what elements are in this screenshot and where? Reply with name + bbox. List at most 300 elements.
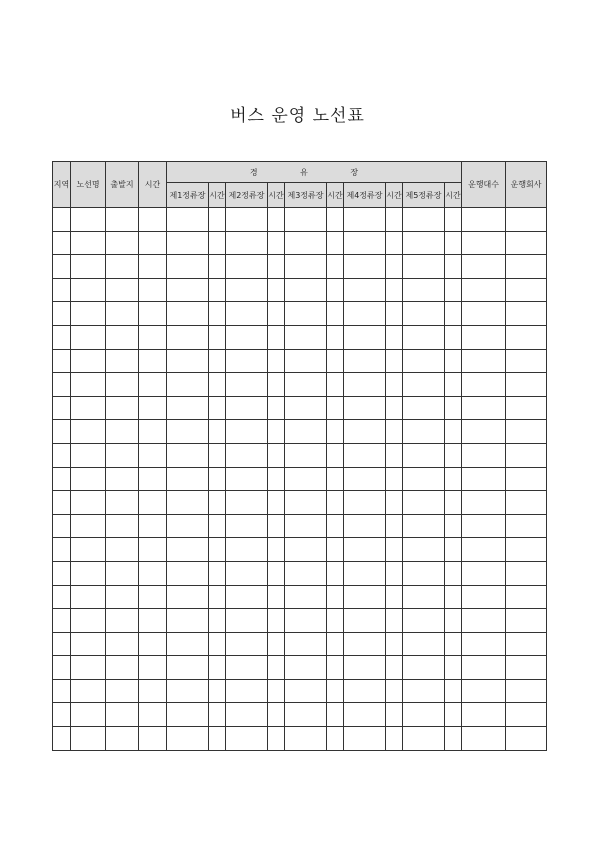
table-cell[interactable] [285, 373, 327, 397]
table-cell[interactable] [344, 278, 386, 302]
table-cell[interactable] [462, 231, 506, 255]
table-cell[interactable] [139, 396, 167, 420]
table-cell[interactable] [268, 208, 285, 232]
table-cell[interactable] [139, 632, 167, 656]
table-cell[interactable] [386, 467, 403, 491]
table-cell[interactable] [268, 538, 285, 562]
table-cell[interactable] [167, 255, 209, 279]
table-cell[interactable] [344, 443, 386, 467]
table-cell[interactable] [327, 585, 344, 609]
table-cell[interactable] [139, 609, 167, 633]
table-cell[interactable] [445, 679, 462, 703]
table-cell[interactable] [403, 302, 445, 326]
table-cell[interactable] [53, 396, 71, 420]
table-cell[interactable] [139, 514, 167, 538]
table-cell[interactable] [285, 443, 327, 467]
table-cell[interactable] [327, 420, 344, 444]
table-cell[interactable] [344, 538, 386, 562]
table-cell[interactable] [327, 255, 344, 279]
table-cell[interactable] [106, 467, 139, 491]
table-cell[interactable] [226, 467, 268, 491]
table-cell[interactable] [462, 632, 506, 656]
table-cell[interactable] [403, 325, 445, 349]
table-cell[interactable] [445, 373, 462, 397]
table-cell[interactable] [344, 231, 386, 255]
table-cell[interactable] [386, 561, 403, 585]
table-cell[interactable] [226, 561, 268, 585]
table-cell[interactable] [53, 514, 71, 538]
table-cell[interactable] [285, 585, 327, 609]
table-cell[interactable] [403, 727, 445, 751]
table-cell[interactable] [139, 727, 167, 751]
table-cell[interactable] [327, 656, 344, 680]
table-cell[interactable] [506, 679, 547, 703]
table-cell[interactable] [226, 703, 268, 727]
table-cell[interactable] [268, 679, 285, 703]
table-cell[interactable] [167, 278, 209, 302]
table-cell[interactable] [268, 396, 285, 420]
table-cell[interactable] [268, 443, 285, 467]
table-cell[interactable] [226, 585, 268, 609]
table-cell[interactable] [327, 325, 344, 349]
table-cell[interactable] [167, 703, 209, 727]
table-cell[interactable] [268, 585, 285, 609]
table-cell[interactable] [167, 420, 209, 444]
table-cell[interactable] [386, 208, 403, 232]
table-cell[interactable] [386, 703, 403, 727]
table-cell[interactable] [139, 373, 167, 397]
table-cell[interactable] [106, 656, 139, 680]
table-cell[interactable] [106, 325, 139, 349]
table-cell[interactable] [403, 278, 445, 302]
table-cell[interactable] [327, 467, 344, 491]
table-cell[interactable] [53, 679, 71, 703]
table-cell[interactable] [403, 373, 445, 397]
table-cell[interactable] [167, 727, 209, 751]
table-cell[interactable] [53, 302, 71, 326]
table-cell[interactable] [403, 443, 445, 467]
table-cell[interactable] [445, 656, 462, 680]
table-cell[interactable] [344, 585, 386, 609]
table-cell[interactable] [209, 727, 226, 751]
table-cell[interactable] [285, 491, 327, 515]
table-cell[interactable] [167, 632, 209, 656]
table-cell[interactable] [445, 727, 462, 751]
table-cell[interactable] [268, 609, 285, 633]
table-cell[interactable] [327, 443, 344, 467]
table-cell[interactable] [462, 679, 506, 703]
table-cell[interactable] [226, 656, 268, 680]
table-cell[interactable] [268, 278, 285, 302]
table-cell[interactable] [209, 632, 226, 656]
table-cell[interactable] [445, 420, 462, 444]
table-cell[interactable] [106, 491, 139, 515]
table-cell[interactable] [445, 208, 462, 232]
table-cell[interactable] [285, 420, 327, 444]
table-cell[interactable] [139, 325, 167, 349]
table-cell[interactable] [268, 727, 285, 751]
table-cell[interactable] [53, 208, 71, 232]
table-cell[interactable] [403, 255, 445, 279]
table-cell[interactable] [226, 302, 268, 326]
table-cell[interactable] [327, 727, 344, 751]
table-cell[interactable] [71, 538, 106, 562]
table-cell[interactable] [285, 467, 327, 491]
table-cell[interactable] [285, 278, 327, 302]
table-cell[interactable] [386, 538, 403, 562]
table-cell[interactable] [268, 420, 285, 444]
table-cell[interactable] [209, 561, 226, 585]
table-cell[interactable] [209, 231, 226, 255]
table-cell[interactable] [506, 656, 547, 680]
table-cell[interactable] [139, 656, 167, 680]
table-cell[interactable] [506, 278, 547, 302]
table-cell[interactable] [403, 679, 445, 703]
table-cell[interactable] [209, 255, 226, 279]
table-cell[interactable] [167, 349, 209, 373]
table-cell[interactable] [71, 491, 106, 515]
table-cell[interactable] [386, 609, 403, 633]
table-cell[interactable] [106, 302, 139, 326]
table-cell[interactable] [327, 396, 344, 420]
table-cell[interactable] [209, 420, 226, 444]
table-cell[interactable] [71, 632, 106, 656]
table-cell[interactable] [53, 656, 71, 680]
table-cell[interactable] [285, 727, 327, 751]
table-cell[interactable] [226, 373, 268, 397]
table-cell[interactable] [226, 514, 268, 538]
table-cell[interactable] [167, 679, 209, 703]
table-cell[interactable] [403, 561, 445, 585]
table-cell[interactable] [386, 585, 403, 609]
table-cell[interactable] [106, 585, 139, 609]
table-cell[interactable] [403, 703, 445, 727]
table-cell[interactable] [445, 514, 462, 538]
table-cell[interactable] [167, 302, 209, 326]
table-cell[interactable] [226, 231, 268, 255]
table-cell[interactable] [445, 585, 462, 609]
table-cell[interactable] [226, 396, 268, 420]
table-cell[interactable] [106, 609, 139, 633]
table-cell[interactable] [167, 325, 209, 349]
table-cell[interactable] [139, 703, 167, 727]
table-cell[interactable] [71, 467, 106, 491]
table-cell[interactable] [209, 302, 226, 326]
table-cell[interactable] [386, 443, 403, 467]
table-cell[interactable] [209, 467, 226, 491]
table-cell[interactable] [106, 514, 139, 538]
table-cell[interactable] [506, 514, 547, 538]
table-cell[interactable] [268, 302, 285, 326]
table-cell[interactable] [71, 679, 106, 703]
table-cell[interactable] [167, 231, 209, 255]
table-cell[interactable] [462, 302, 506, 326]
table-cell[interactable] [209, 656, 226, 680]
table-cell[interactable] [71, 208, 106, 232]
table-cell[interactable] [53, 255, 71, 279]
table-cell[interactable] [403, 349, 445, 373]
table-cell[interactable] [403, 491, 445, 515]
table-cell[interactable] [506, 703, 547, 727]
table-cell[interactable] [403, 208, 445, 232]
table-cell[interactable] [139, 420, 167, 444]
table-cell[interactable] [327, 491, 344, 515]
table-cell[interactable] [344, 491, 386, 515]
table-cell[interactable] [53, 420, 71, 444]
table-cell[interactable] [285, 255, 327, 279]
table-cell[interactable] [106, 703, 139, 727]
table-cell[interactable] [445, 561, 462, 585]
table-cell[interactable] [403, 585, 445, 609]
table-cell[interactable] [386, 373, 403, 397]
table-cell[interactable] [167, 561, 209, 585]
table-cell[interactable] [506, 325, 547, 349]
table-cell[interactable] [209, 609, 226, 633]
table-cell[interactable] [268, 467, 285, 491]
table-cell[interactable] [226, 609, 268, 633]
table-cell[interactable] [285, 609, 327, 633]
table-cell[interactable] [167, 208, 209, 232]
table-cell[interactable] [403, 656, 445, 680]
table-cell[interactable] [403, 514, 445, 538]
table-cell[interactable] [445, 491, 462, 515]
table-cell[interactable] [403, 467, 445, 491]
table-cell[interactable] [167, 514, 209, 538]
table-cell[interactable] [53, 632, 71, 656]
table-cell[interactable] [386, 514, 403, 538]
table-cell[interactable] [167, 656, 209, 680]
table-cell[interactable] [344, 373, 386, 397]
table-cell[interactable] [226, 255, 268, 279]
table-cell[interactable] [327, 373, 344, 397]
table-cell[interactable] [268, 325, 285, 349]
table-cell[interactable] [53, 538, 71, 562]
table-cell[interactable] [268, 255, 285, 279]
table-cell[interactable] [327, 349, 344, 373]
table-cell[interactable] [71, 302, 106, 326]
table-cell[interactable] [268, 349, 285, 373]
table-cell[interactable] [139, 302, 167, 326]
table-cell[interactable] [268, 373, 285, 397]
table-cell[interactable] [344, 467, 386, 491]
table-cell[interactable] [386, 325, 403, 349]
table-cell[interactable] [139, 231, 167, 255]
table-cell[interactable] [53, 325, 71, 349]
table-cell[interactable] [139, 349, 167, 373]
table-cell[interactable] [462, 538, 506, 562]
table-cell[interactable] [209, 514, 226, 538]
table-cell[interactable] [71, 656, 106, 680]
table-cell[interactable] [71, 609, 106, 633]
table-cell[interactable] [462, 420, 506, 444]
table-cell[interactable] [285, 679, 327, 703]
table-cell[interactable] [403, 609, 445, 633]
table-cell[interactable] [285, 514, 327, 538]
table-cell[interactable] [462, 703, 506, 727]
table-cell[interactable] [209, 443, 226, 467]
table-cell[interactable] [327, 231, 344, 255]
table-cell[interactable] [344, 561, 386, 585]
table-cell[interactable] [462, 727, 506, 751]
table-cell[interactable] [344, 514, 386, 538]
table-cell[interactable] [386, 420, 403, 444]
table-cell[interactable] [106, 396, 139, 420]
table-cell[interactable] [106, 255, 139, 279]
table-cell[interactable] [53, 703, 71, 727]
table-cell[interactable] [506, 561, 547, 585]
table-cell[interactable] [226, 208, 268, 232]
table-cell[interactable] [327, 632, 344, 656]
table-cell[interactable] [344, 679, 386, 703]
table-cell[interactable] [167, 585, 209, 609]
table-cell[interactable] [285, 656, 327, 680]
table-cell[interactable] [344, 656, 386, 680]
table-cell[interactable] [403, 396, 445, 420]
table-cell[interactable] [106, 278, 139, 302]
table-cell[interactable] [285, 349, 327, 373]
table-cell[interactable] [285, 538, 327, 562]
table-cell[interactable] [71, 703, 106, 727]
table-cell[interactable] [209, 703, 226, 727]
table-cell[interactable] [106, 231, 139, 255]
table-cell[interactable] [285, 208, 327, 232]
table-cell[interactable] [462, 255, 506, 279]
table-cell[interactable] [327, 561, 344, 585]
table-cell[interactable] [445, 325, 462, 349]
table-cell[interactable] [53, 609, 71, 633]
table-cell[interactable] [285, 325, 327, 349]
table-cell[interactable] [209, 208, 226, 232]
table-cell[interactable] [327, 679, 344, 703]
table-cell[interactable] [386, 278, 403, 302]
table-cell[interactable] [106, 420, 139, 444]
table-cell[interactable] [71, 514, 106, 538]
table-cell[interactable] [506, 231, 547, 255]
table-cell[interactable] [268, 514, 285, 538]
table-cell[interactable] [386, 396, 403, 420]
table-cell[interactable] [344, 703, 386, 727]
table-cell[interactable] [344, 302, 386, 326]
table-cell[interactable] [71, 255, 106, 279]
table-cell[interactable] [462, 656, 506, 680]
table-cell[interactable] [71, 349, 106, 373]
table-cell[interactable] [506, 538, 547, 562]
table-cell[interactable] [445, 467, 462, 491]
table-cell[interactable] [167, 396, 209, 420]
table-cell[interactable] [53, 278, 71, 302]
table-cell[interactable] [462, 609, 506, 633]
table-cell[interactable] [403, 538, 445, 562]
table-cell[interactable] [344, 208, 386, 232]
table-cell[interactable] [139, 538, 167, 562]
table-cell[interactable] [506, 632, 547, 656]
table-cell[interactable] [209, 396, 226, 420]
table-cell[interactable] [462, 349, 506, 373]
table-cell[interactable] [462, 396, 506, 420]
table-cell[interactable] [386, 349, 403, 373]
table-cell[interactable] [53, 443, 71, 467]
table-cell[interactable] [386, 632, 403, 656]
table-cell[interactable] [106, 727, 139, 751]
table-cell[interactable] [71, 420, 106, 444]
table-cell[interactable] [167, 443, 209, 467]
table-cell[interactable] [139, 278, 167, 302]
table-cell[interactable] [403, 632, 445, 656]
table-cell[interactable] [226, 420, 268, 444]
table-cell[interactable] [167, 373, 209, 397]
table-cell[interactable] [462, 467, 506, 491]
table-cell[interactable] [386, 679, 403, 703]
table-cell[interactable] [506, 467, 547, 491]
table-cell[interactable] [344, 349, 386, 373]
table-cell[interactable] [71, 396, 106, 420]
table-cell[interactable] [344, 609, 386, 633]
table-cell[interactable] [285, 632, 327, 656]
table-cell[interactable] [462, 491, 506, 515]
table-cell[interactable] [386, 656, 403, 680]
table-cell[interactable] [139, 585, 167, 609]
table-cell[interactable] [209, 585, 226, 609]
table-cell[interactable] [268, 231, 285, 255]
table-cell[interactable] [327, 609, 344, 633]
table-cell[interactable] [226, 679, 268, 703]
table-cell[interactable] [167, 467, 209, 491]
table-cell[interactable] [268, 632, 285, 656]
table-cell[interactable] [71, 727, 106, 751]
table-cell[interactable] [209, 373, 226, 397]
table-cell[interactable] [167, 609, 209, 633]
table-cell[interactable] [53, 561, 71, 585]
table-cell[interactable] [139, 491, 167, 515]
table-cell[interactable] [53, 349, 71, 373]
table-cell[interactable] [268, 656, 285, 680]
table-cell[interactable] [167, 538, 209, 562]
table-cell[interactable] [506, 585, 547, 609]
table-cell[interactable] [327, 208, 344, 232]
table-cell[interactable] [462, 443, 506, 467]
table-cell[interactable] [209, 325, 226, 349]
table-cell[interactable] [506, 373, 547, 397]
table-cell[interactable] [344, 420, 386, 444]
table-cell[interactable] [506, 396, 547, 420]
table-cell[interactable] [285, 302, 327, 326]
table-cell[interactable] [462, 561, 506, 585]
table-cell[interactable] [53, 727, 71, 751]
table-cell[interactable] [106, 373, 139, 397]
table-cell[interactable] [344, 255, 386, 279]
table-cell[interactable] [226, 325, 268, 349]
table-cell[interactable] [386, 491, 403, 515]
table-cell[interactable] [445, 538, 462, 562]
table-cell[interactable] [53, 231, 71, 255]
table-cell[interactable] [106, 632, 139, 656]
table-cell[interactable] [506, 727, 547, 751]
table-cell[interactable] [445, 609, 462, 633]
table-cell[interactable] [71, 373, 106, 397]
table-cell[interactable] [226, 443, 268, 467]
table-cell[interactable] [226, 491, 268, 515]
table-cell[interactable] [386, 255, 403, 279]
table-cell[interactable] [53, 585, 71, 609]
table-cell[interactable] [506, 349, 547, 373]
table-cell[interactable] [139, 443, 167, 467]
table-cell[interactable] [462, 208, 506, 232]
table-cell[interactable] [139, 679, 167, 703]
table-cell[interactable] [403, 231, 445, 255]
table-cell[interactable] [445, 349, 462, 373]
table-cell[interactable] [445, 278, 462, 302]
table-cell[interactable] [139, 561, 167, 585]
